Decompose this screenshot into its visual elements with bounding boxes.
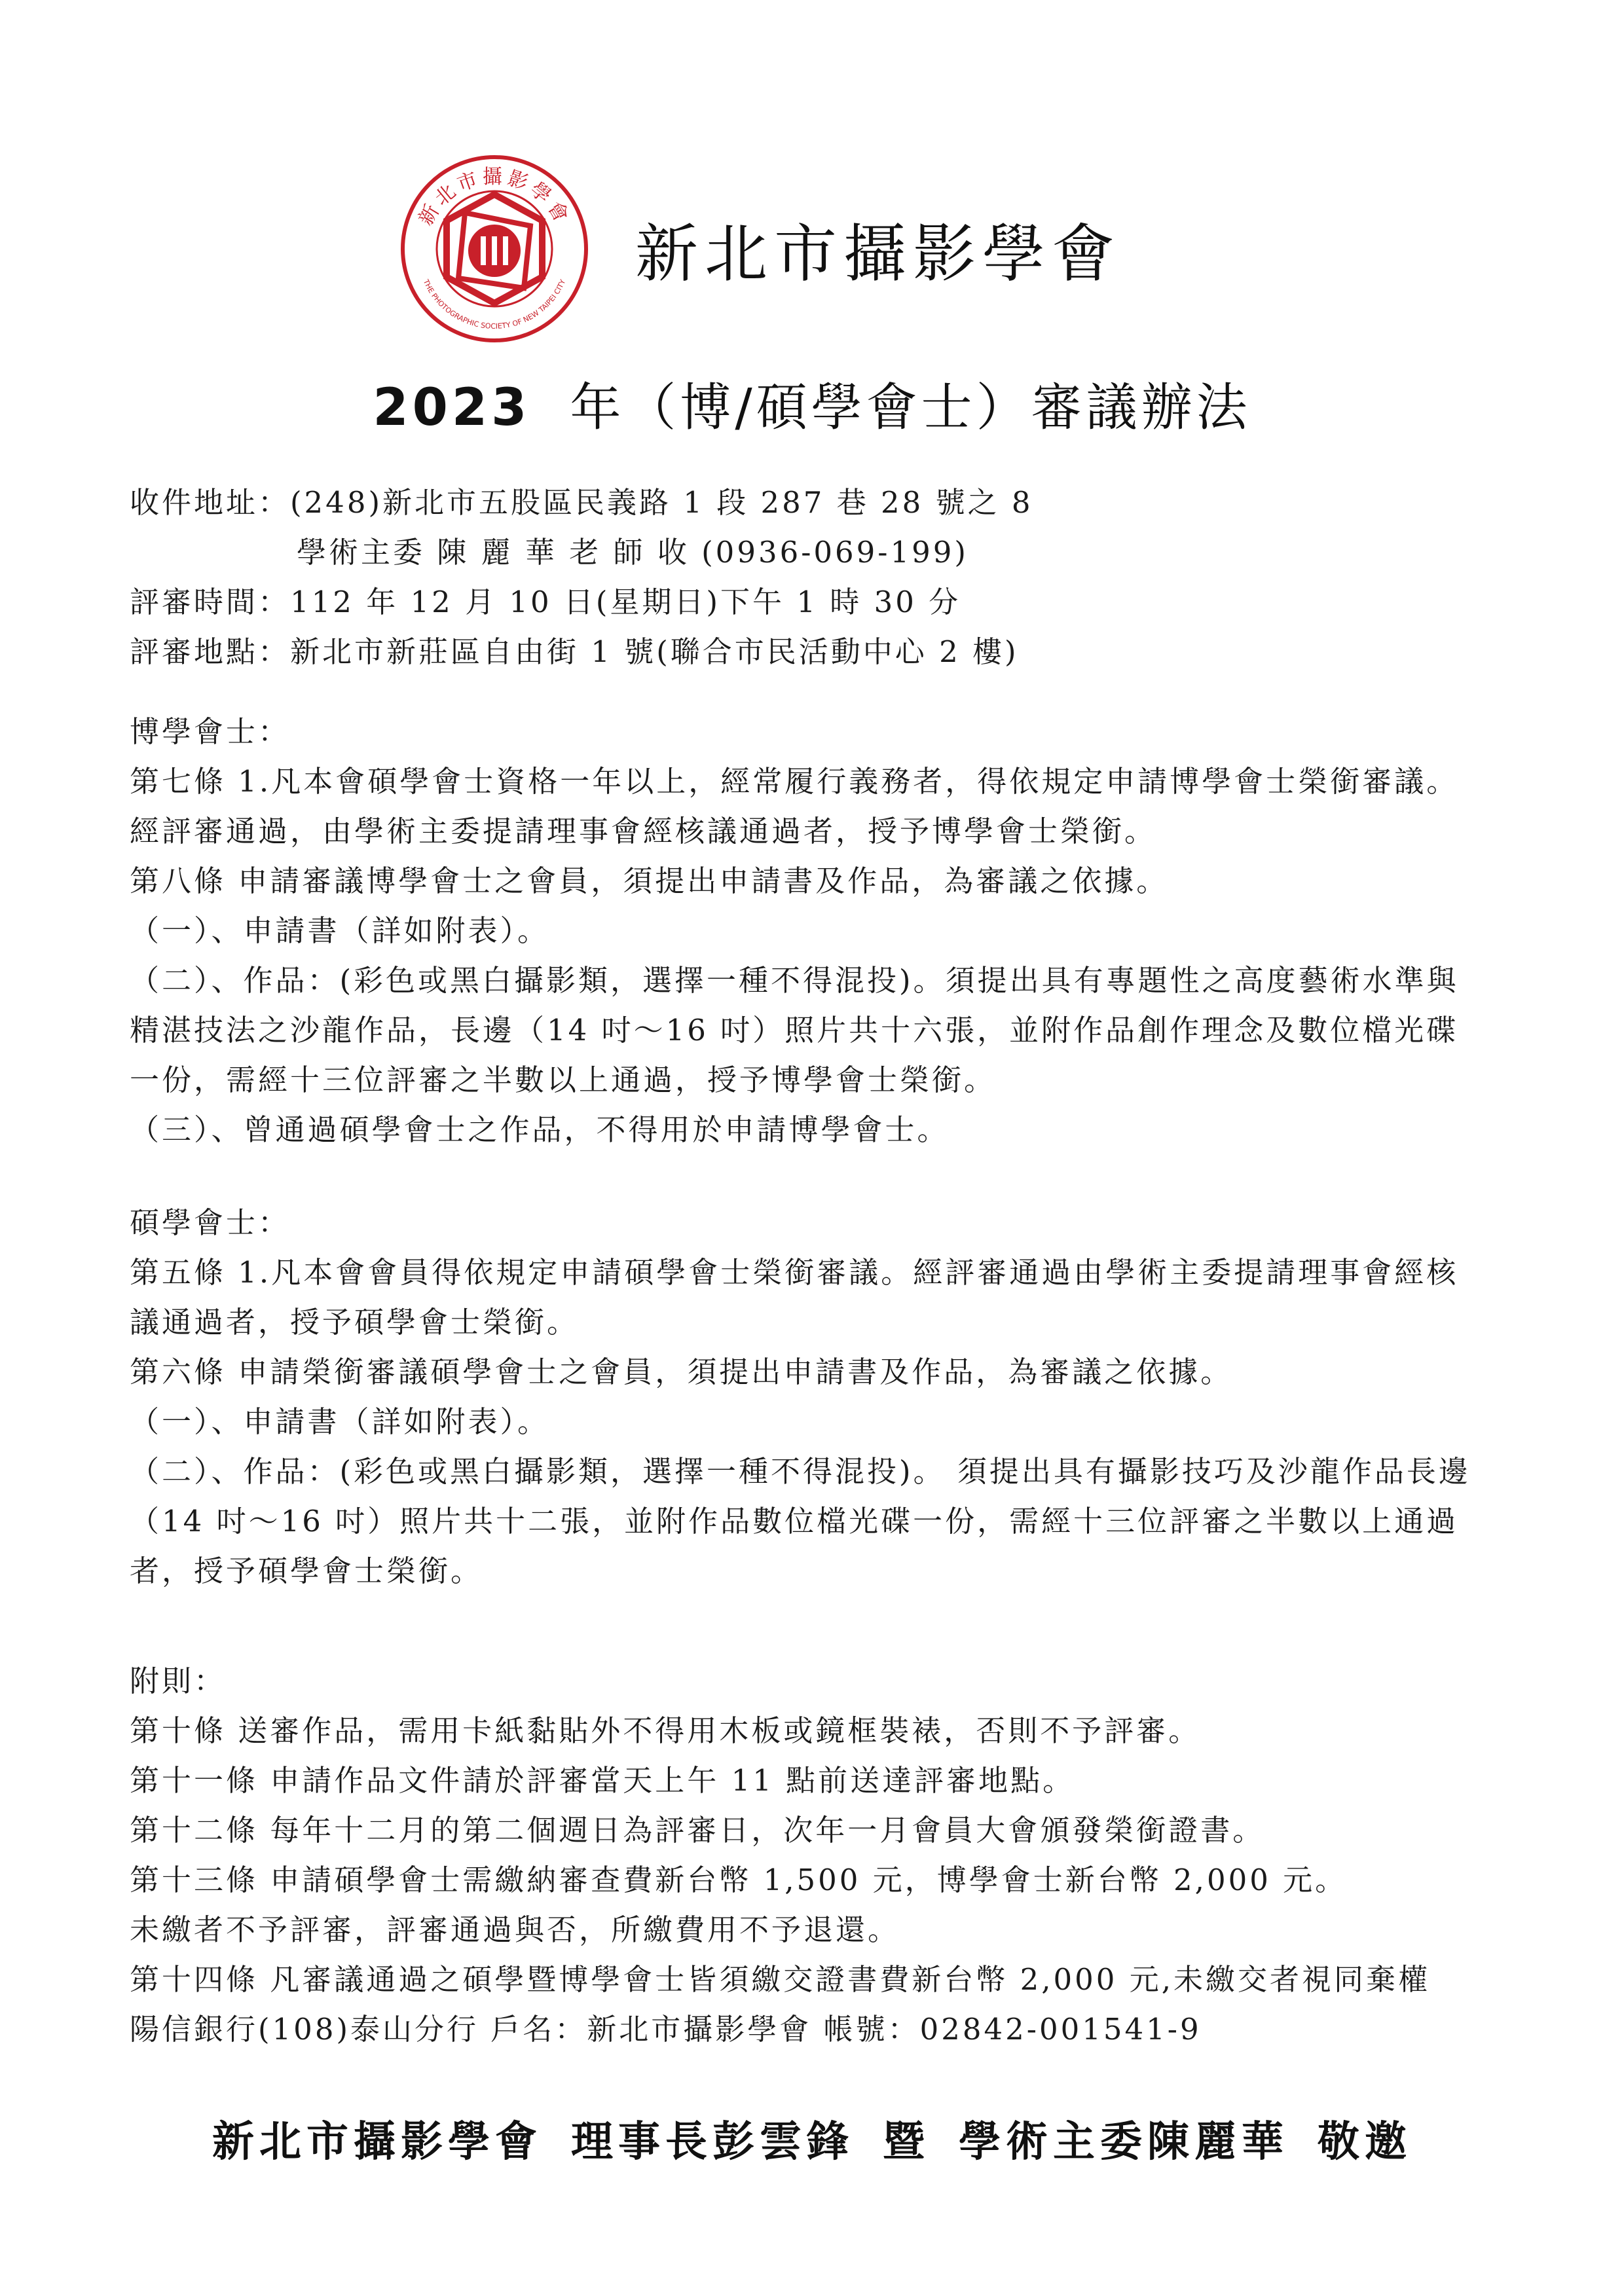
doctor-line: 第八條 申請審議博學會士之會員，須提出申請書及作品，為審議之依據。	[130, 864, 1169, 898]
master-line: 第六條 申請榮銜審議碩學會士之會員，須提出申請書及作品，為審議之依據。	[130, 1355, 1233, 1389]
document-title	[0, 367, 1624, 440]
doctor-line: （三）、曾通過碩學會士之作品，不得用於申請博學會士。	[130, 1112, 950, 1147]
logo-chinese-text: 新北市攝影學會	[414, 166, 575, 230]
closing-respect: 敬邀	[1318, 2118, 1412, 2166]
recipient-line: 學術主委 陳 麗 華 老 師 收 (0936-069-199)	[297, 535, 969, 570]
address-line: 收件地址：(248)新北市五股區民義路 1 段 287 巷 28 號之 8	[130, 485, 1033, 520]
appendix-line: 陽信銀行(108)泰山分行 戶名：新北市攝影學會 帳號：02842-001541-9	[130, 2012, 1202, 2047]
submission-info	[130, 478, 1518, 677]
appendix-heading: 附則：	[130, 1664, 227, 1698]
review-place-line: 評審地點：新北市新莊區自由街 1 號(聯合市民活動中心 2 樓)	[130, 634, 1019, 669]
closing-signature	[0, 2108, 1624, 2168]
doctor-line: 第七條 1.凡本會碩學會士資格一年以上，經常履行義務者，得依規定申請博學會士榮銜審議。	[130, 764, 1459, 799]
organization-name: 新北市攝影學會	[635, 217, 1121, 291]
doctor-heading: 博學會士：	[130, 714, 291, 749]
doctor-section	[130, 707, 1518, 1155]
appendix-line: 第十四條 凡審議通過之碩學暨博學會士皆須繳交證書費新台幣 2,000 元,未繳交者視同棄權	[130, 1962, 1431, 1997]
doctor-line: （一）、申請書（詳如附表）。	[130, 913, 550, 948]
appendix-line: 未繳者不予評審，評審通過與否，所繳費用不予退還。	[130, 1912, 900, 1947]
master-line: 第五條 1.凡本會會員得依規定申請碩學會士榮銜審議。經評審通過由學術主委提請理事會經核	[130, 1255, 1459, 1290]
doctor-line: 經評審通過，由學術主委提請理事會經核議通過者，授予博學會士榮銜。	[130, 814, 1157, 848]
doctor-line: （二）、作品：(彩色或黑白攝影類，選擇一種不得混投)。須提出具有專題性之高度藝術水準與	[130, 963, 1459, 998]
appendix-section	[130, 1656, 1518, 2054]
master-line: （二）、作品：(彩色或黑白攝影類，選擇一種不得混投)。 須提出具有攝影技巧及沙龍作品長邊	[130, 1454, 1471, 1489]
appendix-line: 第十二條 每年十二月的第二個週日為評審日，次年一月會員大會頒發榮銜證書。	[130, 1813, 1265, 1848]
logo-english-text: THE PHOTOGRAPHIC SOCIETY OF NEW TAIPEI CITY	[421, 278, 568, 331]
closing-chairman: 理事長彭雲鋒	[571, 2118, 854, 2166]
title-year: 2023	[373, 378, 531, 437]
title-text: 年（博/碩學會士）審議辦法	[570, 378, 1251, 437]
master-line: （一）、申請書（詳如附表）。	[130, 1404, 550, 1439]
master-heading: 碩學會士：	[130, 1205, 291, 1240]
doctor-line: 精湛技法之沙龍作品，長邊（14 吋～16 吋）照片共十六張，並附作品創作理念及數位檔光碟	[130, 1013, 1459, 1048]
appendix-line: 第十一條 申請作品文件請於評審當天上午 11 點前送達評審地點。	[130, 1763, 1075, 1798]
closing-committee: 學術主委陳麗華	[959, 2118, 1289, 2166]
letterhead	[399, 151, 1121, 347]
appendix-line: 第十三條 申請碩學會士需繳納審查費新台幣 1,500 元，博學會士新台幣 2,000 元。	[130, 1863, 1348, 1897]
closing-and: 暨	[883, 2118, 930, 2166]
appendix-line: 第十條 送審作品，需用卡紙黏貼外不得用木板或鏡框裝裱，否則不予評審。	[130, 1713, 1201, 1748]
master-line: （14 吋～16 吋）照片共十二張，並附作品數位檔光碟一份，需經十三位評審之半數以上通過	[130, 1504, 1459, 1539]
doctor-line: 一份，需經十三位評審之半數以上通過，授予博學會士榮銜。	[130, 1063, 997, 1097]
master-line: 者，授予碩學會士榮銜。	[130, 1554, 483, 1588]
closing-org: 新北市攝影學會	[212, 2118, 542, 2166]
master-line: 議通過者，授予碩學會士榮銜。	[130, 1305, 580, 1339]
society-logo-icon	[399, 154, 589, 344]
review-time-line: 評審時間：112 年 12 月 10 日(星期日)下午 1 時 30 分	[130, 585, 961, 619]
master-section	[130, 1198, 1518, 1596]
